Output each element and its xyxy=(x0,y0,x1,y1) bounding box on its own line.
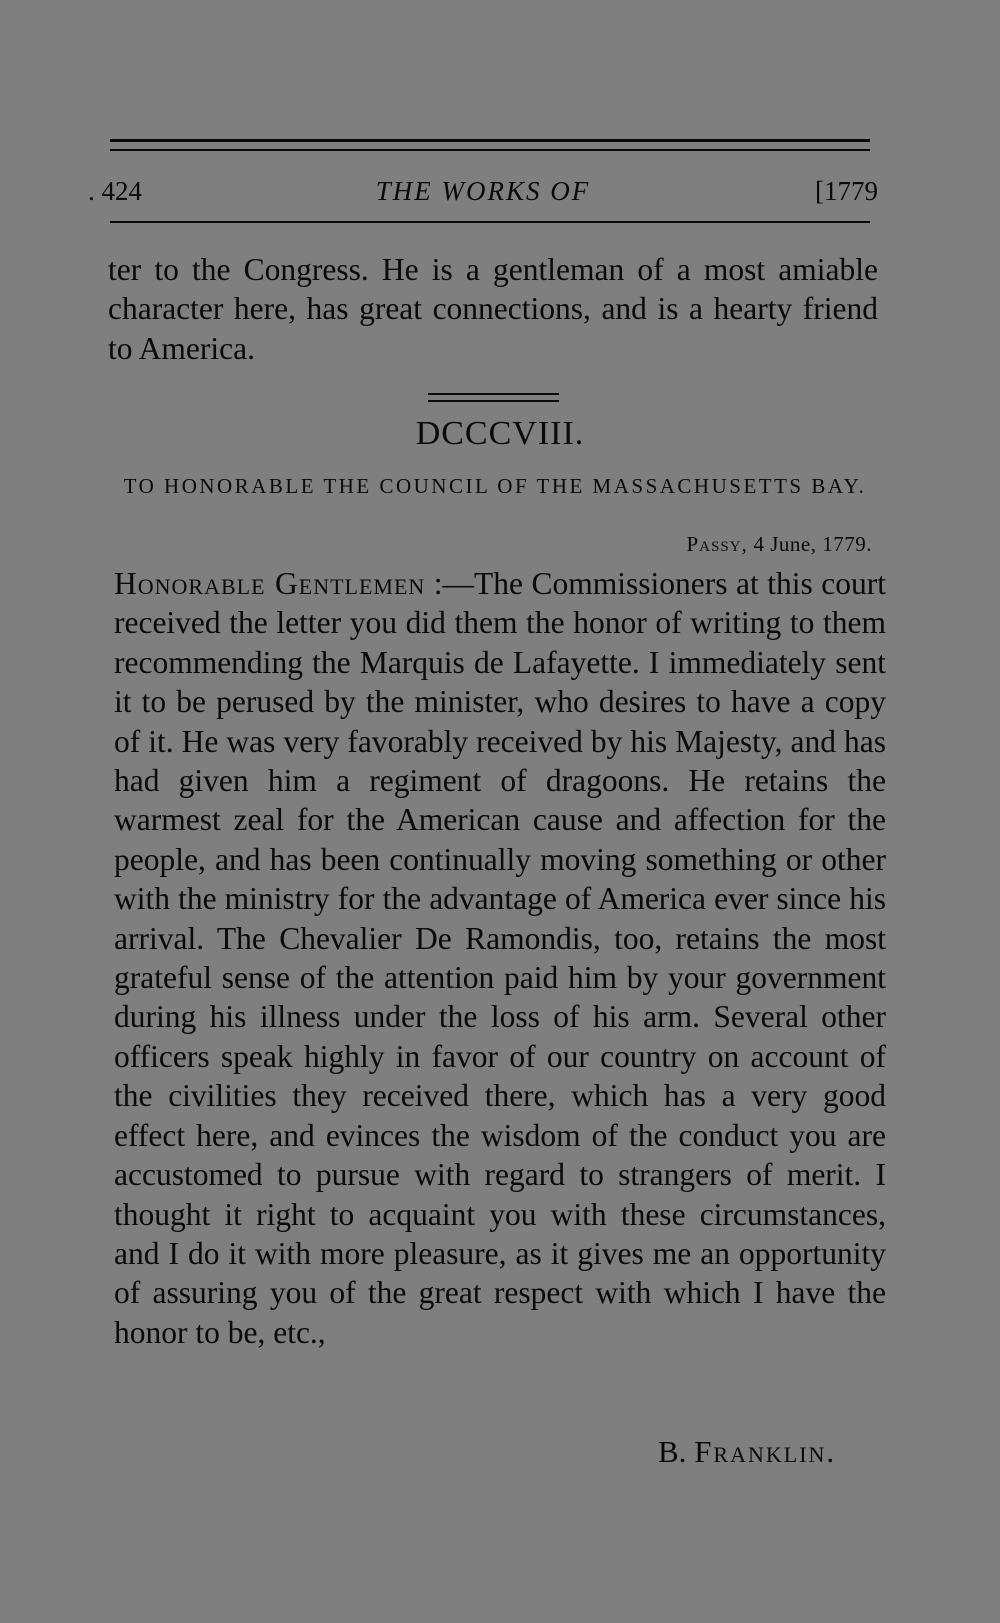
letter-body-text: :—The Commissioners at this court received the letter you did them the honor of writing to them recommending the Marquis de Lafayette. I immediately sent it to be perused by the minister, who desires to have a copy of it. He was very favorably received by his Majesty, and has had given him a regiment of dragoons. He retains the warmest zeal for the American cause and affection for the people, and has been continually moving something or other with the ministry for the advantage of America ever since his arrival. The Chevalier De Ramondis, too, retains the most grateful sense of the attention paid him by your government during his illness under the loss of his arm. Several other officers speak highly in favor of our country on account of the civilities they received there, which has a very good effect here, and evinces the wisdom of the conduct you are accustomed to pursue with regard to strangers of merit. I thought it right to acquaint you with these circumstances, and I do it with more pleasure, as it gives me an opportunity of assuring you of the great respect with which I have the honor to be, etc., xyxy=(114,566,886,1350)
letter-place: Passy, xyxy=(686,532,748,556)
top-double-rule-lower xyxy=(110,149,870,151)
section-divider-lower xyxy=(428,400,559,402)
letter-number: DCCCVIII. xyxy=(415,415,585,452)
letter-address: TO HONORABLE THE COUNCIL OF THE MASSACHUSETTS BAY. xyxy=(123,474,867,498)
letter-salutation: Honorable Gentlemen xyxy=(114,566,426,601)
letter-dateline xyxy=(686,532,872,557)
letter-body xyxy=(114,564,886,1352)
running-title: THE WORKS OF xyxy=(375,176,591,206)
header-year: [1779 xyxy=(815,176,878,206)
signature-initial: B. xyxy=(658,1434,687,1469)
page-number: . 424 xyxy=(88,176,142,206)
section-divider-upper xyxy=(428,393,559,395)
letter-date: 4 June, 1779. xyxy=(753,532,872,556)
header-underline xyxy=(110,221,870,223)
top-double-rule-upper xyxy=(110,139,870,142)
continuation-paragraph: ter to the Congress. He is a gentleman of a most amiable character here, has great connections, and is a hearty friend to America. xyxy=(108,252,878,366)
letter-signature xyxy=(658,1434,836,1470)
running-header xyxy=(88,170,878,210)
signature-name: Franklin. xyxy=(694,1434,837,1469)
